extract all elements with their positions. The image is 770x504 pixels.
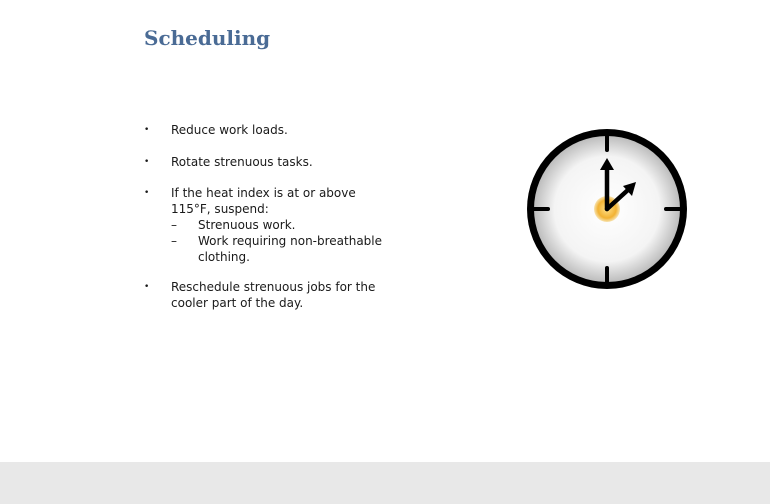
bullet-text: Rotate strenuous tasks. (171, 155, 313, 169)
bullet-text-line: cooler part of the day. (171, 296, 304, 310)
sub-marker: – (171, 234, 177, 248)
bullet-marker: • (144, 157, 150, 167)
bullet-item-reduce-work-loads (144, 122, 404, 138)
sub-item-text-line: Work requiring non-breathable (198, 234, 383, 248)
bullet-text-block (171, 279, 411, 311)
sub-item-strenuous-work (171, 217, 411, 233)
bullet-text-line: If the heat index is at or above (171, 186, 356, 200)
sub-marker: – (171, 218, 177, 232)
bullet-text-line: Reschedule strenuous jobs for the (171, 280, 376, 294)
sub-item-text-line: clothing. (198, 250, 250, 264)
slide-title: Scheduling (144, 26, 271, 50)
bullet-text-line: 115°F, suspend: (171, 202, 269, 216)
bullet-item-rotate-tasks (144, 154, 404, 170)
bullet-marker: • (144, 282, 150, 292)
sub-item-non-breathable (171, 233, 411, 265)
bullet-marker: • (144, 125, 150, 135)
clock-icon (522, 124, 692, 294)
sub-item-text: Strenuous work. (198, 218, 296, 232)
bullet-item-reschedule (144, 279, 404, 311)
bullet-item-heat-index (144, 185, 404, 265)
bullet-marker: • (144, 188, 150, 198)
sub-item-text-block (198, 233, 398, 265)
footer-band (0, 462, 770, 504)
bullet-text: Reduce work loads. (171, 123, 288, 137)
bullet-text-block (171, 185, 411, 265)
